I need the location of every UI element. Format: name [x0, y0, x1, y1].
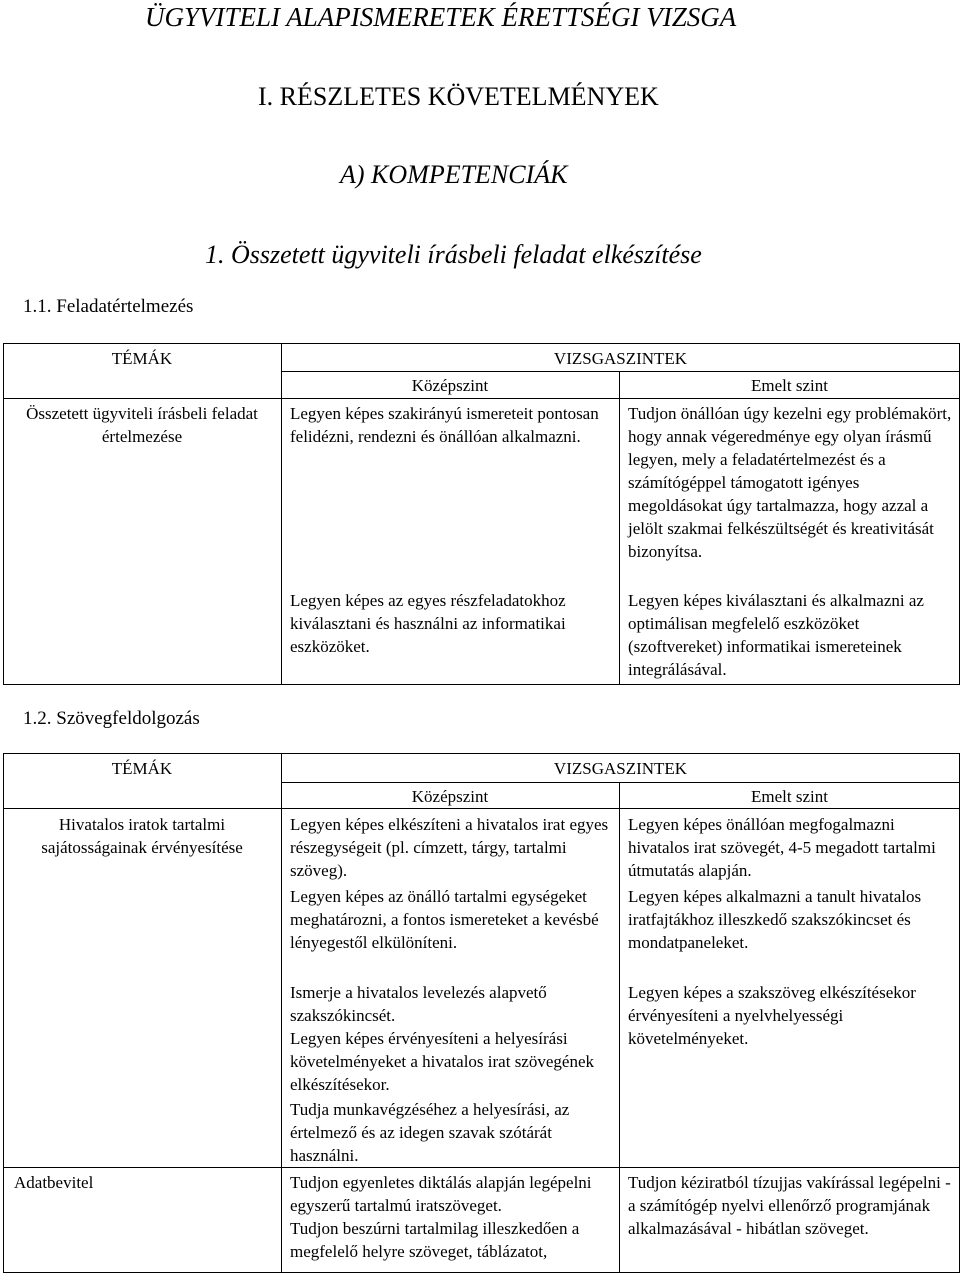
document-title: ÜGYVITELI ALAPISMERETEK ÉRETTSÉGI VIZSGA	[145, 2, 737, 32]
section-title: I. RÉSZLETES KÖVETELMÉNYEK	[258, 82, 659, 111]
column-header-mid-level: Középszint	[411, 787, 489, 806]
column-header-mid-level: Középszint	[411, 376, 489, 395]
advanced-level-requirement: Legyen képes a szakszöveg elkészítésekor érvényesíteni a nyelvhelyességi követelményeket.	[628, 983, 916, 1048]
mid-level-requirement: Legyen képes érvényesíteni a helyesírási követelményeket a hivatalos irat szövegének elkészítésekor.	[290, 1029, 594, 1094]
advanced-level-requirement: Tudjon önállóan úgy kezelni egy problémakört, hogy annak végeredménye egy olyan írásmű legyen, mely a feladatértelmezést és a számítógéppel támogatott igényes megoldásokat úgy tartalmazza, hogy azzal a jelölt szakmai felkészültségét és kreativitását bizonyítsa.	[628, 404, 952, 561]
mid-level-requirement: Legyen képes szakirányú ismereteit pontosan felidézni, rendezni és önállóan alkalmazni.	[290, 404, 599, 446]
column-header-advanced-level: Emelt szint	[751, 787, 828, 806]
mid-level-requirement: Legyen képes az egyes részfeladatokhoz kiválasztani és használni az informatikai eszközöket.	[290, 591, 566, 656]
column-header-advanced-level: Emelt szint	[751, 376, 828, 395]
mid-level-requirement: Tudja munkavégzéséhez a helyesírási, az értelmező és az idegen szavak szótárát használni.	[290, 1100, 570, 1165]
advanced-level-requirement: Legyen képes önállóan megfogalmazni hivatalos irat szövegét, 4-5 megadott tartalmi útmutatás alapján.	[628, 815, 936, 880]
topic-cell: Összetett ügyviteli írásbeli feladat értelmezése	[26, 404, 258, 446]
mid-level-requirement: Ismerje a hivatalos levelezés alapvető szakszókincsét.	[290, 983, 547, 1025]
topic-cell: Hivatalos iratok tartalmi sajátosságainak érvényesítése	[41, 815, 243, 857]
section-heading-1-1: 1.1. Feladatértelmezés	[23, 296, 194, 317]
mid-level-requirement: Legyen képes elkészíteni a hivatalos irat egyes részegységeit (pl. címzett, tárgy, tartalmi szöveg).	[290, 815, 609, 880]
column-header-levels: VIZSGASZINTEK	[553, 349, 688, 368]
advanced-level-requirement: Tudjon kéziratból tízujjas vakírással legépelni - a számítógép nyelvi ellenőrző programjának alkalmazásával - hibátlan szöveget.	[628, 1173, 951, 1238]
section-heading-1-2: 1.2. Szövegfeldolgozás	[23, 708, 200, 729]
advanced-level-requirement: Legyen képes alkalmazni a tanult hivatalos iratfajtákhoz illeszkedő szakszókincset és mondatpaneleket.	[628, 887, 922, 952]
column-header-levels: VIZSGASZINTEK	[553, 759, 688, 778]
column-header-topics: TÉMÁK	[111, 759, 173, 778]
advanced-level-requirement: Legyen képes kiválasztani és alkalmazni az optimálisan megfelelő eszközöket (szoftvereket) informatikai ismereteinek integrálásával.	[628, 591, 924, 679]
mid-level-requirement: Legyen képes az önálló tartalmi egységeket meghatározni, a fontos ismereteket a kevésbé lényegestől elkülöníteni.	[290, 887, 599, 952]
subsection-title: A) KOMPETENCIÁK	[340, 160, 568, 189]
mid-level-requirement: Tudjon beszúrni tartalmilag illeszkedően a megfelelő helyre szöveget, táblázatot,	[290, 1219, 580, 1261]
topic-title: 1. Összetett ügyviteli írásbeli feladat elkészítése	[205, 240, 702, 269]
topic-cell: Adatbevitel	[14, 1173, 94, 1192]
column-header-topics: TÉMÁK	[111, 349, 173, 368]
mid-level-requirement: Tudjon egyenletes diktálás alapján legépelni egyszerű tartalmú iratszöveget.	[290, 1173, 592, 1215]
